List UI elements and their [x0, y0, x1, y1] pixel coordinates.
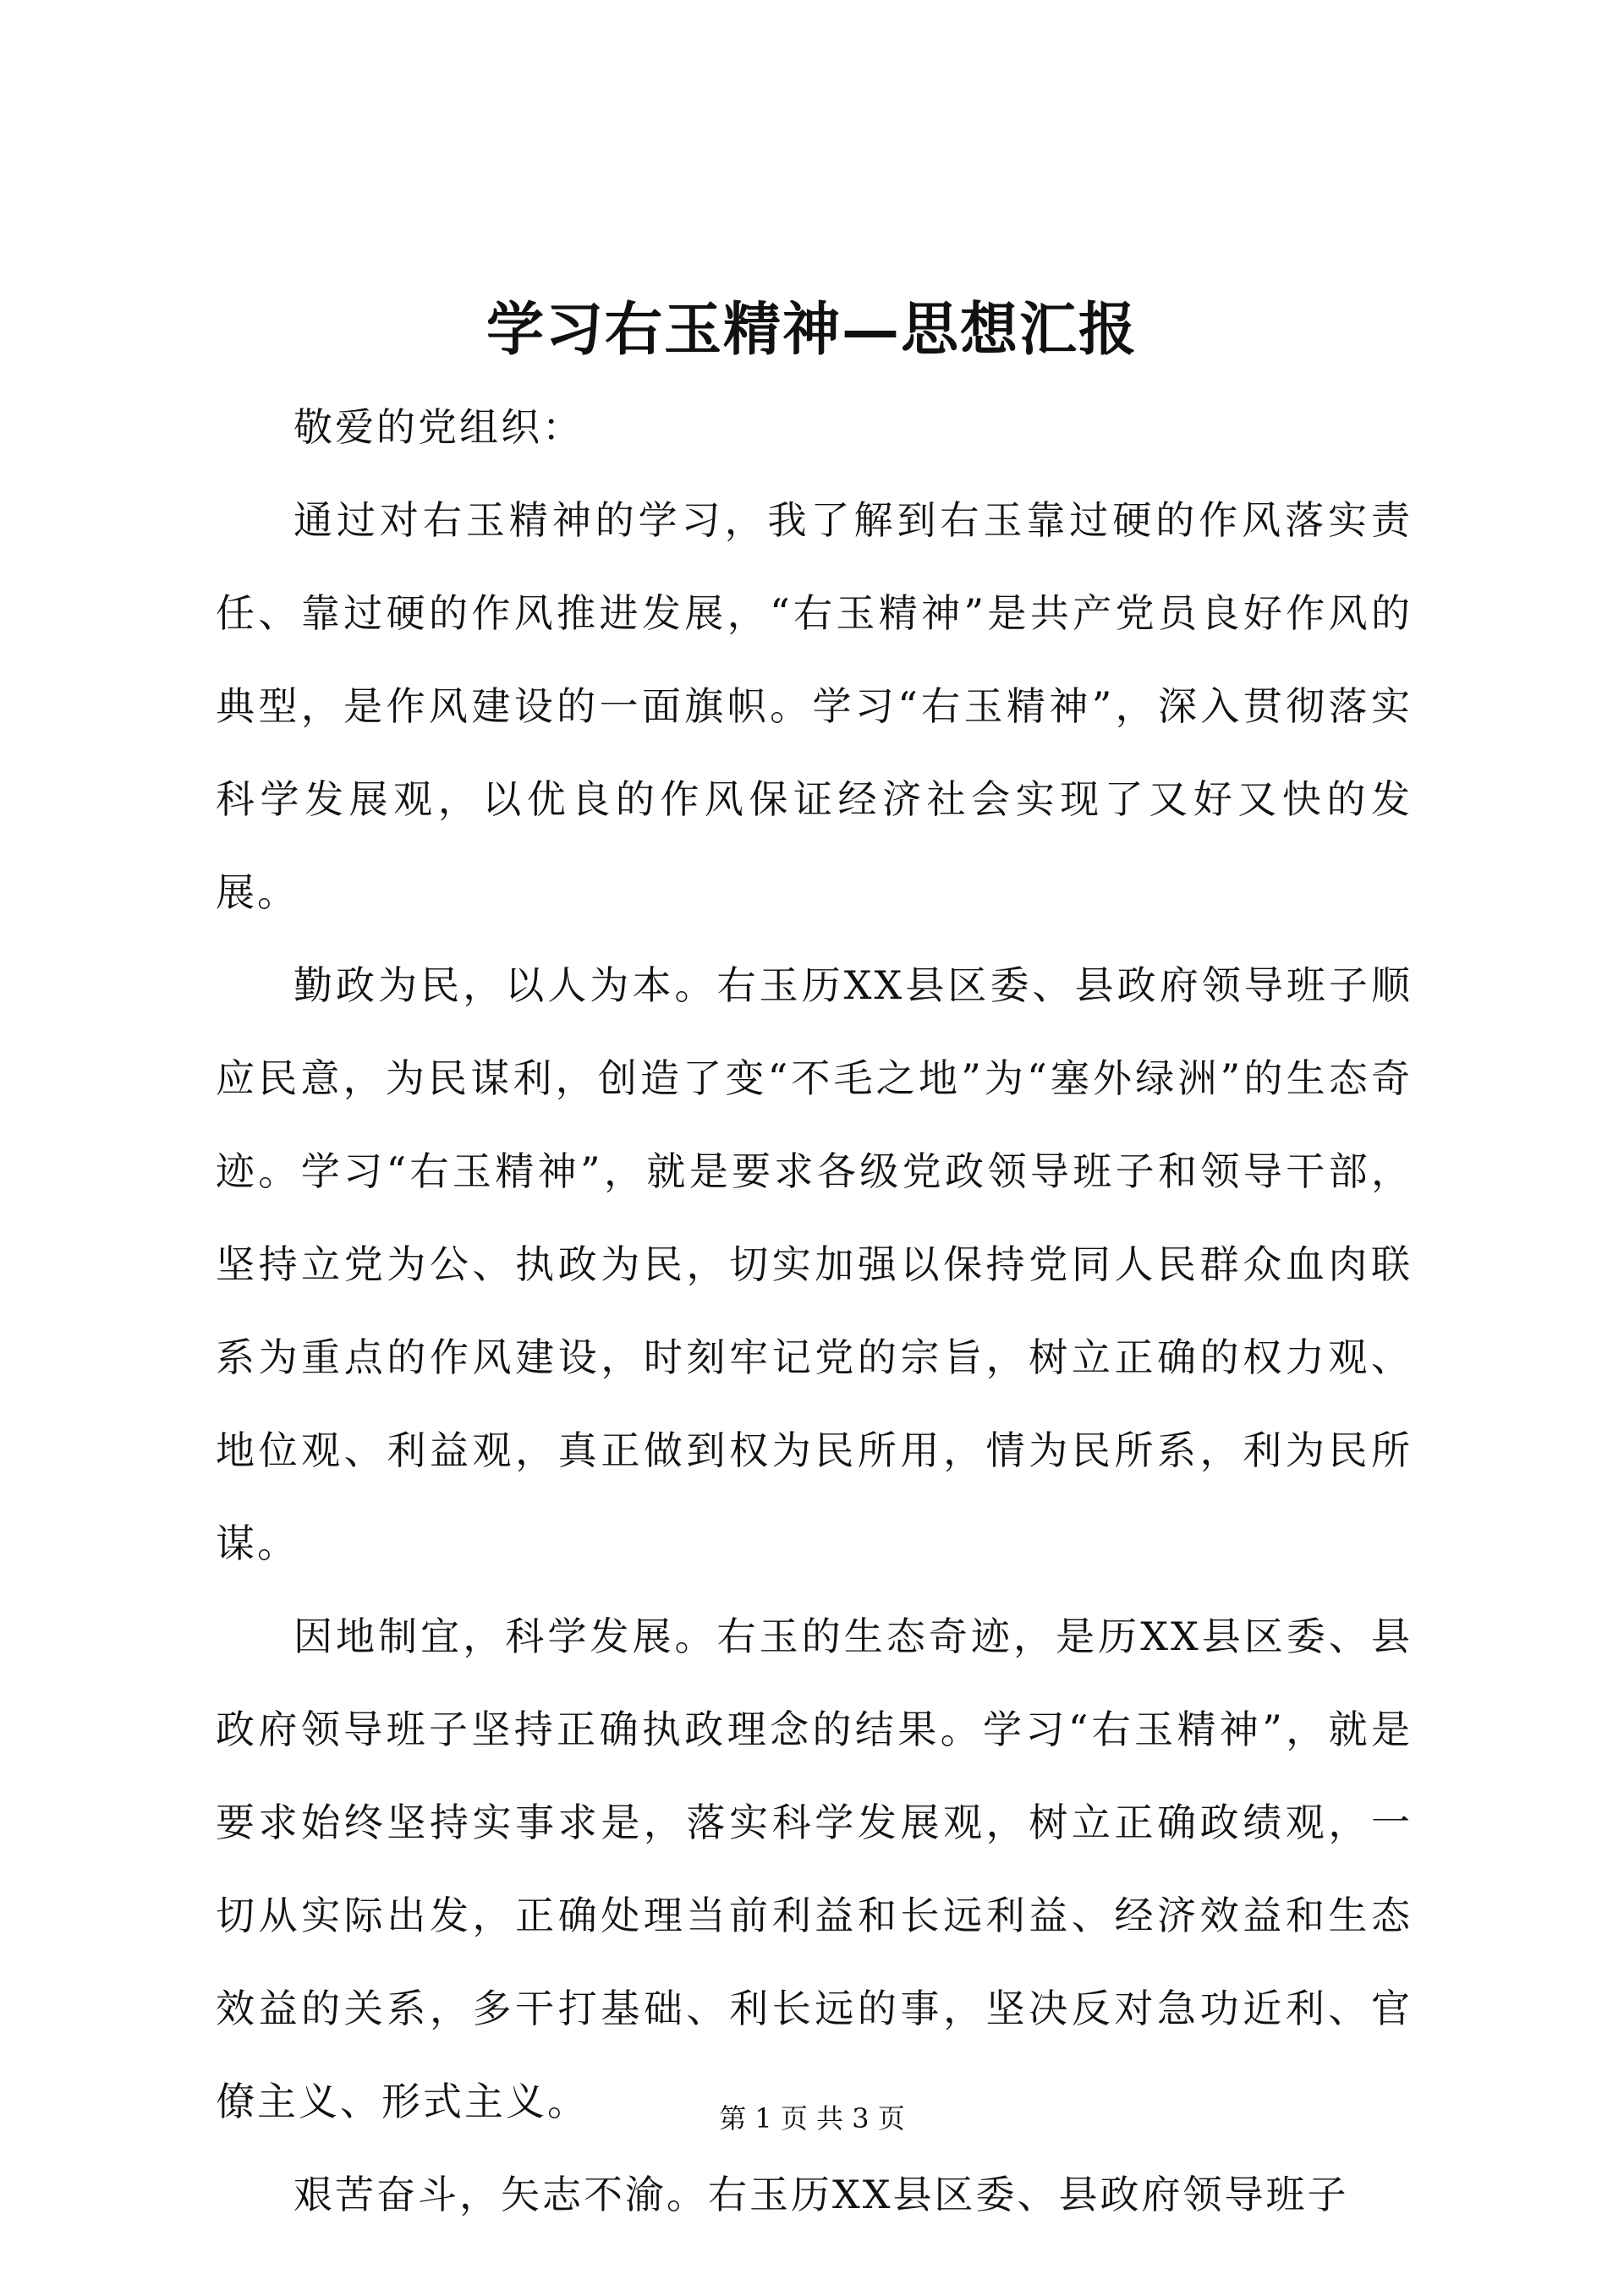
document-body [216, 381, 1413, 2241]
paragraph: 勤政为民，以人为本。右玉历XX县区委、县政府领导班子顺应民意，为民谋利，创造了变“不毛之地”为“塞外绿洲”的生态奇迹。学习“右玉精神”，就是要求各级党政领导班子和领导干部，坚持立党为公、执政为民，切实加强以保持党同人民群众血肉联系为重点的作风建设，时刻牢记党的宗旨，树立正确的权力观、地位观、利益观，真正做到权为民所用，情为民所系，利为民所谋。 [216, 962, 1413, 1566]
salutation: 敬爱的党组织： [294, 404, 584, 450]
page-number-footer: 第 1 页 共 3 页 [719, 2102, 905, 2134]
paragraph: 艰苦奋斗，矢志不渝。右玉历XX县区委、县政府领导班子 [294, 2172, 1349, 2217]
paragraph: 通过对右玉精神的学习，我了解到右玉靠过硬的作风落实责任、靠过硬的作风推进发展，“右玉精神”是共产党员良好作风的典型，是作风建设的一面旗帜。学习“右玉精神”，深入贯彻落实科学发展观，以优良的作风保证经济社会实现了又好又快的发展。 [216, 497, 1413, 915]
paragraph: 因地制宜，科学发展。右玉的生态奇迹，是历XX县区委、县政府领导班子坚持正确执政理念的结果。学习“右玉精神”，就是要求始终坚持实事求是，落实科学发展观，树立正确政绩观，一切从实际出发，正确处理当前利益和长远利益、经济效益和生态效益的关系，多干打基础、利长远的事，坚决反对急功近利、官僚主义、形式主义。 [216, 1614, 1413, 2124]
document-title: 学习右玉精神—思想汇报 [486, 296, 1138, 364]
